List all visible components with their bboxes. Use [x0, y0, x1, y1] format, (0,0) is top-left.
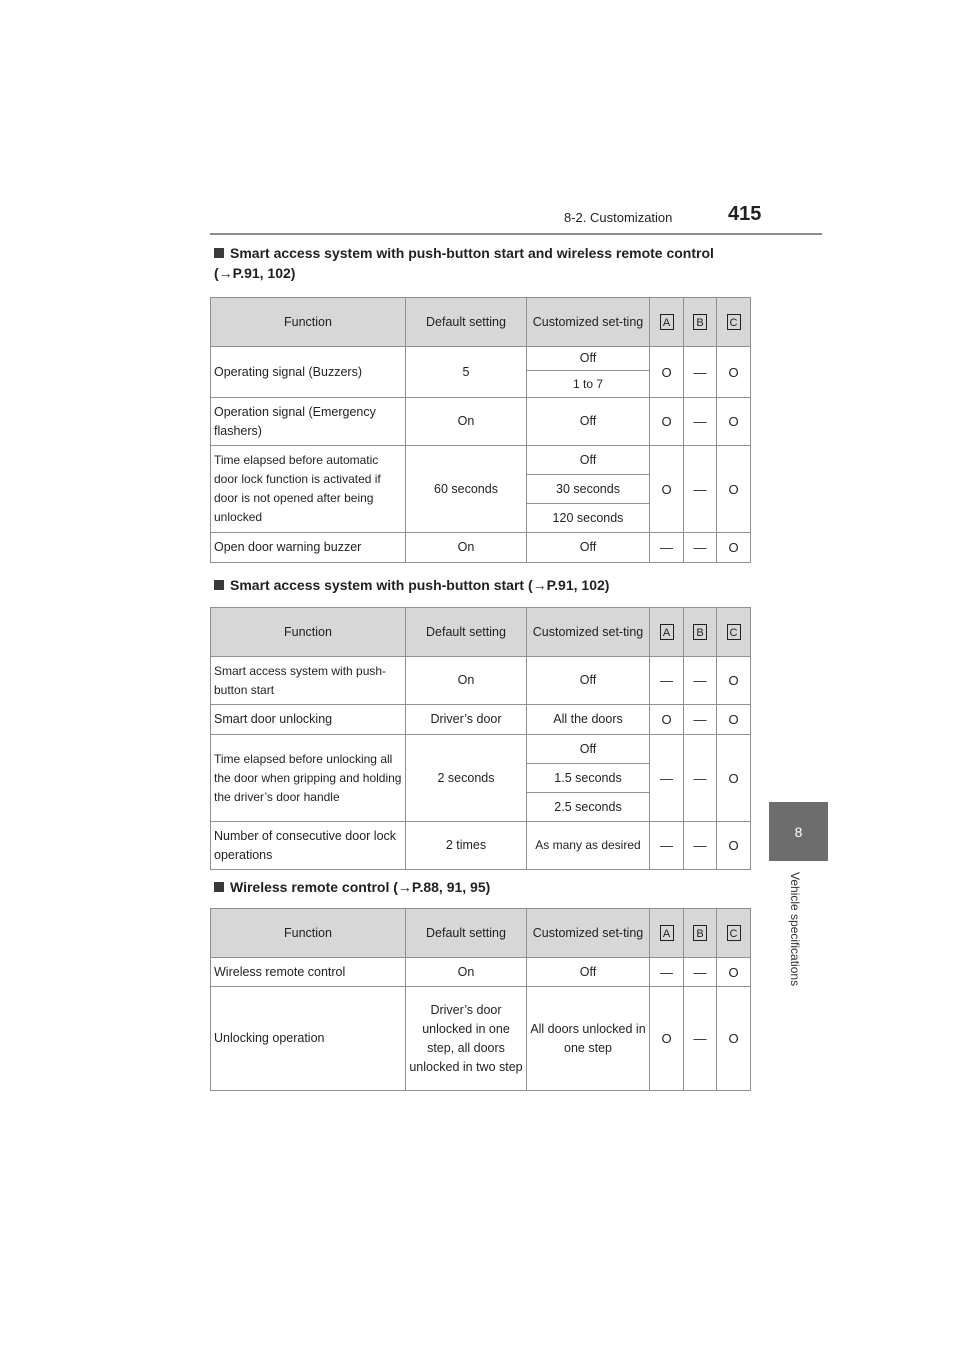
col-a: A	[650, 298, 684, 347]
table-cell-default: On	[406, 958, 527, 987]
table-cell-custom: All doors unlocked in one step	[527, 987, 650, 1091]
table-cell-default: On	[406, 657, 527, 705]
table-cell-b: —	[684, 705, 717, 735]
table-cell-custom: 30 seconds	[527, 475, 650, 504]
section-heading-3: Wireless remote control (→P.88, 91, 95)	[214, 877, 490, 897]
table-cell-c: O	[717, 987, 751, 1091]
col-b: B	[684, 909, 717, 958]
table-cell-function: Unlocking operation	[211, 987, 406, 1091]
table-smart-access	[210, 607, 751, 870]
table-cell-a: O	[650, 987, 684, 1091]
table-cell-default: Driver’s door	[406, 705, 527, 735]
table-cell-custom: Off	[527, 446, 650, 475]
table-cell-function: Operating signal (Buzzers)	[211, 347, 406, 398]
table-cell-custom: Off	[527, 735, 650, 764]
table-wireless-remote	[210, 908, 751, 1091]
table-cell-a: O	[650, 705, 684, 735]
table-cell-custom: Off	[527, 347, 650, 371]
table-cell-default: On	[406, 398, 527, 446]
table-cell-b: —	[684, 533, 717, 563]
table-cell-custom: 1 to 7	[527, 371, 650, 398]
table-cell-a: —	[650, 657, 684, 705]
table-cell-custom: Off	[527, 533, 650, 563]
table-cell-c: O	[717, 958, 751, 987]
table-cell-default: On	[406, 533, 527, 563]
col-default: Default setting	[406, 298, 527, 347]
table-cell-function: Wireless remote control	[211, 958, 406, 987]
table-cell-c: O	[717, 446, 751, 533]
table-cell-default: 2 times	[406, 822, 527, 870]
table-cell-default: 5	[406, 347, 527, 398]
table-cell-custom: Off	[527, 398, 650, 446]
col-function: Function	[211, 608, 406, 657]
table-cell-c: O	[717, 398, 751, 446]
table-cell-a: —	[650, 735, 684, 822]
col-default: Default setting	[406, 608, 527, 657]
table-cell-c: O	[717, 347, 751, 398]
table-cell-function: Smart door unlocking	[211, 705, 406, 735]
table-cell-custom: All the doors	[527, 705, 650, 735]
table-cell-a: O	[650, 398, 684, 446]
table-cell-b: —	[684, 398, 717, 446]
table-cell-a: —	[650, 958, 684, 987]
table-cell-a: —	[650, 533, 684, 563]
col-default: Default setting	[406, 909, 527, 958]
bullet-square-icon	[214, 248, 224, 258]
table-cell-function: Operation signal (Emergency flashers)	[211, 398, 406, 446]
table-cell-b: —	[684, 958, 717, 987]
col-b: B	[684, 298, 717, 347]
col-c: C	[717, 298, 751, 347]
table-cell-custom: 120 seconds	[527, 504, 650, 533]
table-cell-b: —	[684, 446, 717, 533]
chapter-label: Vehicle specifications	[788, 872, 802, 987]
bullet-square-icon	[214, 882, 224, 892]
header-divider	[210, 233, 822, 235]
table-cell-b: —	[684, 657, 717, 705]
table-cell-c: O	[717, 705, 751, 735]
col-c: C	[717, 909, 751, 958]
table-cell-custom: As many as desired	[527, 822, 650, 870]
table-cell-b: —	[684, 822, 717, 870]
col-c: C	[717, 608, 751, 657]
table-cell-default: Driver’s door unlocked in one step, all doors unlocked in two step	[406, 987, 527, 1091]
col-function: Function	[211, 298, 406, 347]
bullet-square-icon	[214, 580, 224, 590]
table-cell-b: —	[684, 347, 717, 398]
section-title: 8-2. Customization	[564, 210, 673, 225]
table-cell-default: 2 seconds	[406, 735, 527, 822]
table-cell-c: O	[717, 657, 751, 705]
table-cell-function: Number of consecutive door lock operations	[211, 822, 406, 870]
section-heading-1: Smart access system with push-button start and wireless remote control (→P.91, 102)	[214, 245, 714, 281]
table-cell-a: O	[650, 446, 684, 533]
table-cell-custom: 2.5 seconds	[527, 793, 650, 822]
table-cell-b: —	[684, 735, 717, 822]
section-heading-2: Smart access system with push-button start (→P.91, 102)	[214, 575, 609, 595]
table-cell-default: 60 seconds	[406, 446, 527, 533]
table-cell-function: Smart access system with push-button start	[211, 657, 406, 705]
col-custom: Customized set-ting	[527, 909, 650, 958]
col-custom: Customized set-ting	[527, 608, 650, 657]
table-cell-custom: 1.5 seconds	[527, 764, 650, 793]
chapter-tab[interactable]	[769, 802, 828, 861]
chapter-number: 8	[794, 823, 803, 840]
table-cell-b: —	[684, 987, 717, 1091]
page-number: 415	[728, 203, 762, 225]
table-cell-a: —	[650, 822, 684, 870]
table-cell-c: O	[717, 735, 751, 822]
col-a: A	[650, 608, 684, 657]
table-cell-custom: Off	[527, 657, 650, 705]
table-cell-c: O	[717, 533, 751, 563]
table-cell-function: Open door warning buzzer	[211, 533, 406, 563]
table-smart-access-wireless	[210, 297, 751, 563]
col-b: B	[684, 608, 717, 657]
col-function: Function	[211, 909, 406, 958]
col-a: A	[650, 909, 684, 958]
table-cell-function: Time elapsed before unlocking all the door when gripping and holding the driver’s door handle	[211, 735, 406, 822]
table-cell-custom: Off	[527, 958, 650, 987]
col-custom: Customized set-ting	[527, 298, 650, 347]
table-cell-function: Time elapsed before automatic door lock function is activated if door is not opened after being unlocked	[211, 446, 406, 533]
table-cell-c: O	[717, 822, 751, 870]
table-cell-a: O	[650, 347, 684, 398]
